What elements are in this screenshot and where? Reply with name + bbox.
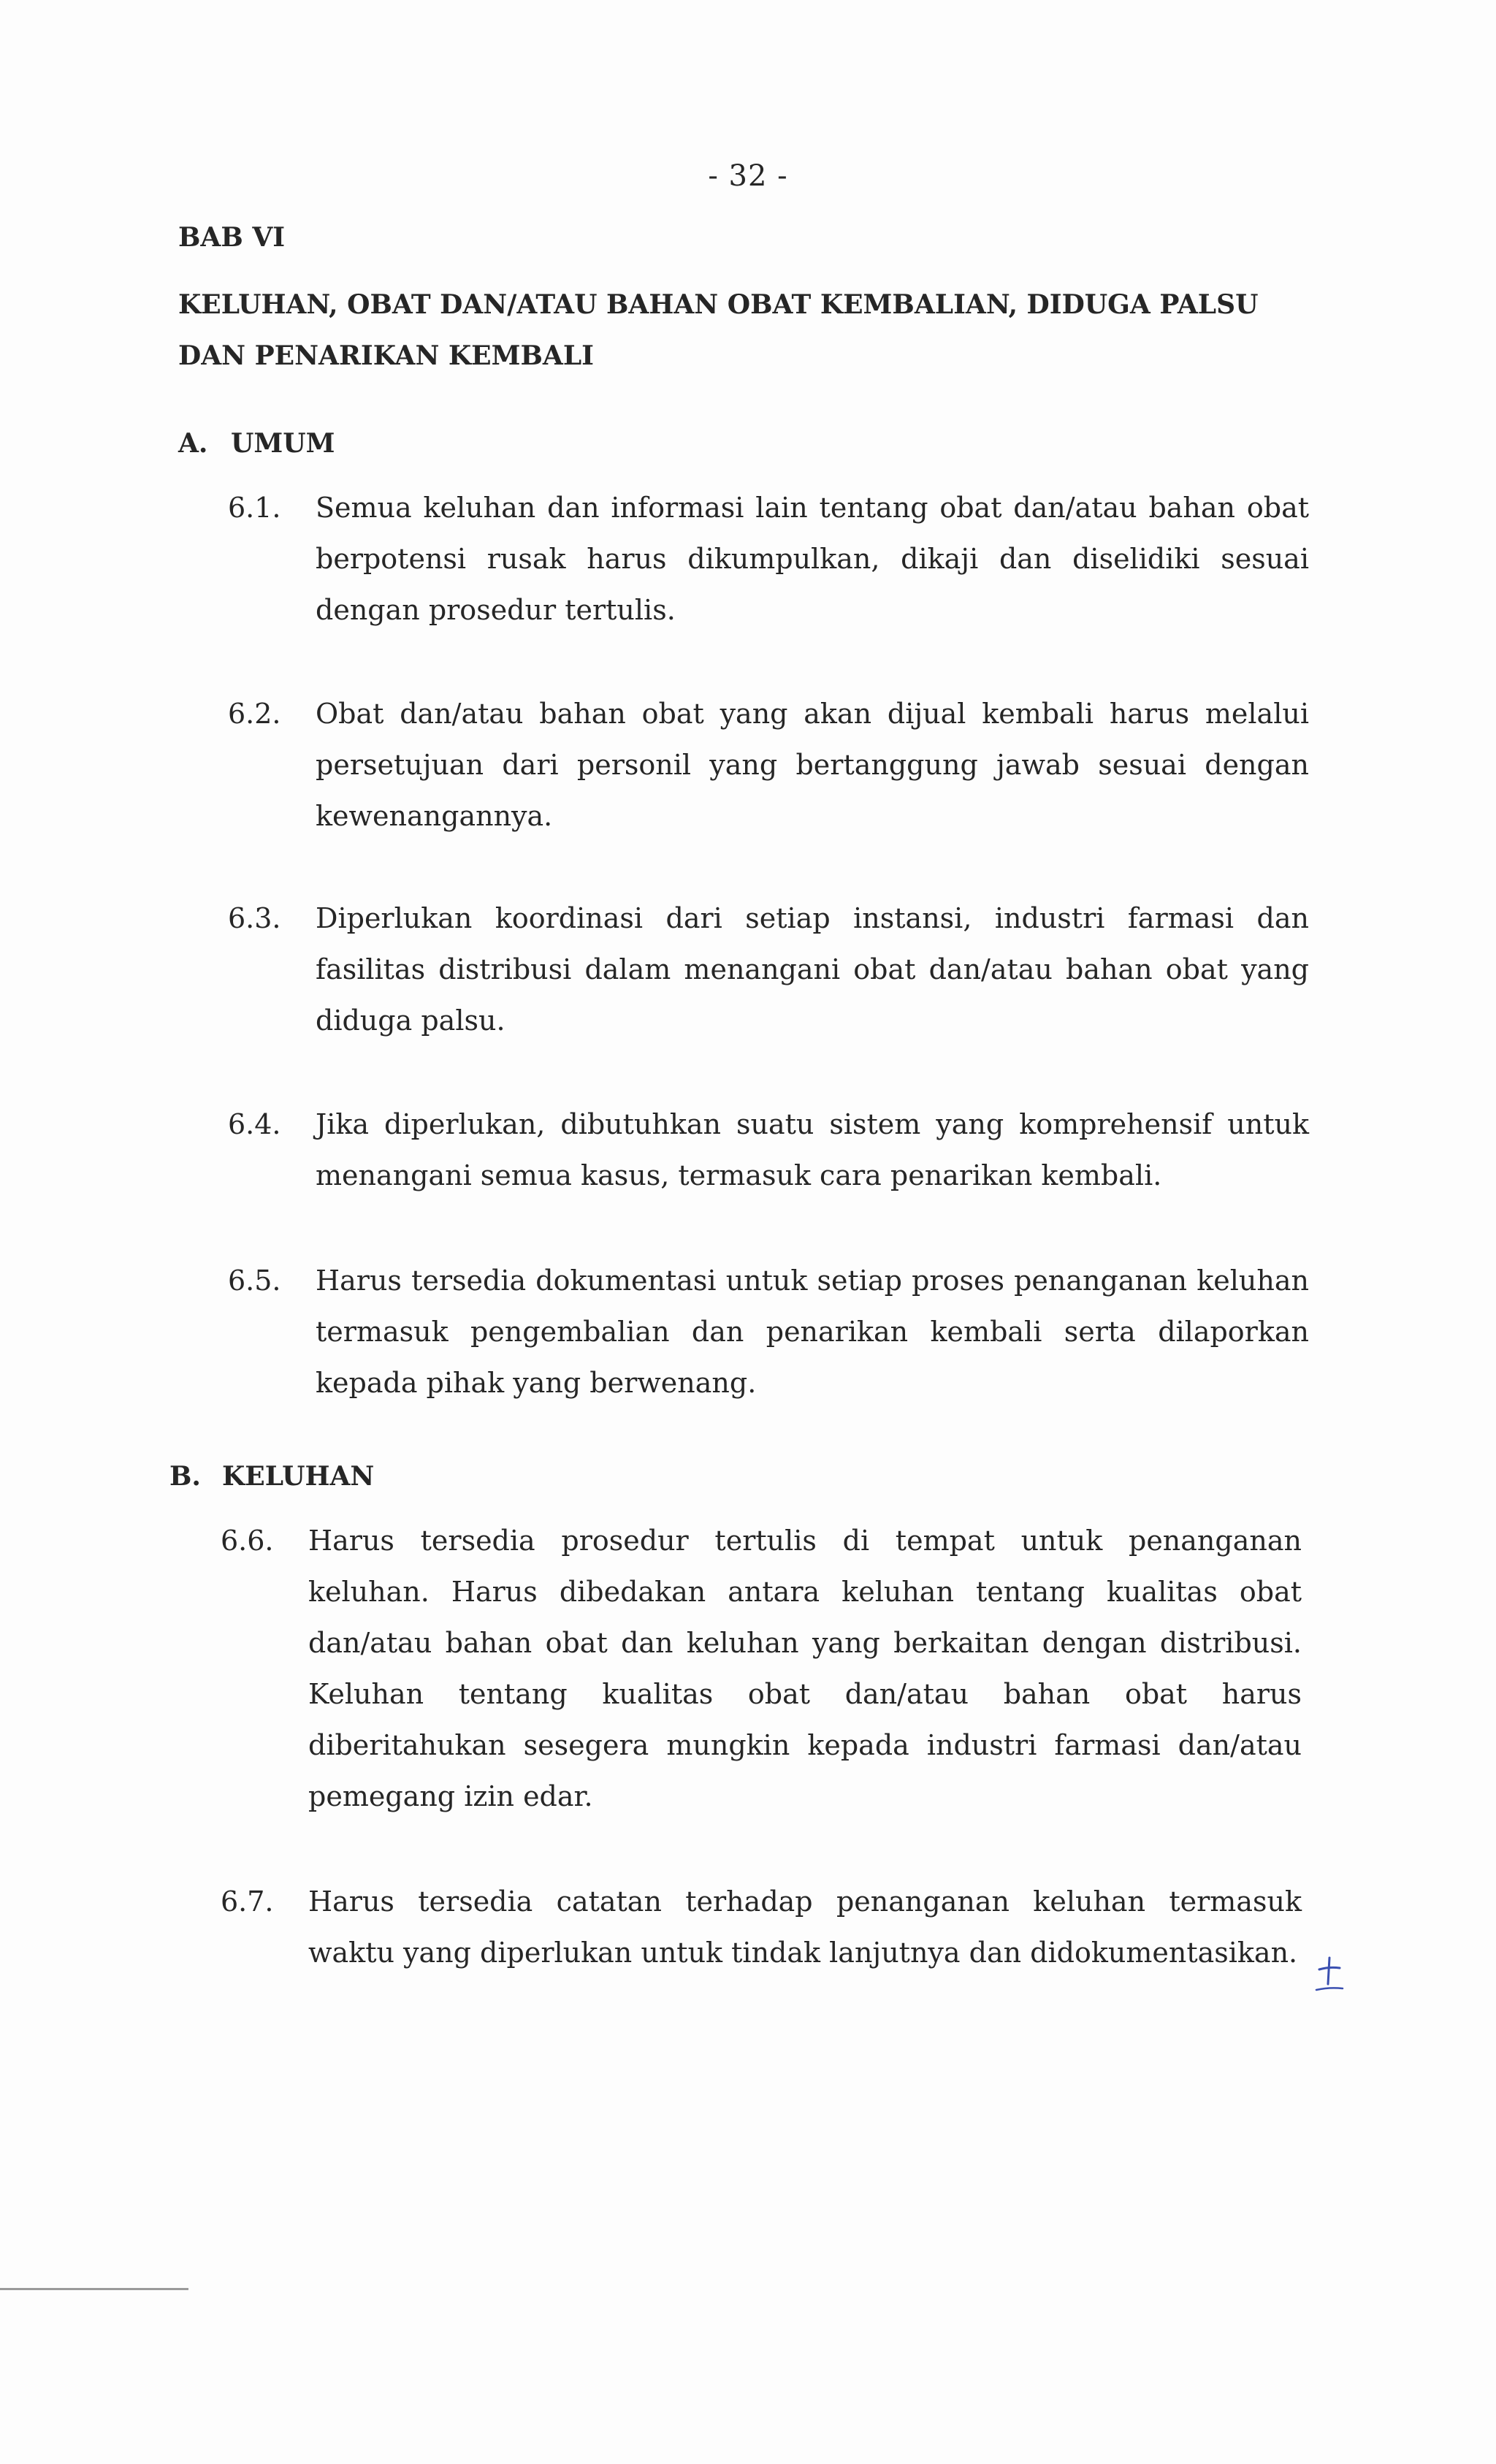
handwritten-initial-icon	[1308, 1952, 1351, 1996]
paragraph-text: Harus tersedia prosedur tertulis di tempat untuk penanganan keluhan. Harus dibedakan antara keluhan tentang kualitas obat dan/atau bahan obat dan keluhan yang berkaitan dengan distribusi. Keluhan tentang kualitas obat dan/atau bahan obat harus diberitahukan sesegera mungkin kepada industri farmasi dan/atau pemegang izin edar.	[308, 1525, 1302, 1812]
paragraph-text: Harus tersedia catatan terhadap penanganan keluhan termasuk waktu yang diperlukan untuk tindak lanjutnya dan didokumentasikan.	[308, 1885, 1302, 1969]
chapter-title: KELUHAN, OBAT DAN/ATAU BAHAN OBAT KEMBALIAN, DIDUGA PALSU DAN PENARIKAN KEMBALI	[178, 289, 1259, 371]
section-letter: B.	[169, 1461, 201, 1492]
paragraph-number: 6.3.	[228, 902, 281, 934]
paragraph-number: 6.5.	[228, 1265, 281, 1297]
paragraph-number: 6.1.	[228, 492, 281, 524]
paragraph-number: 6.7.	[221, 1885, 274, 1918]
paragraph-text: Diperlukan koordinasi dari setiap instansi, industri farmasi dan fasilitas distribusi dalam menangani obat dan/atau bahan obat yang diduga palsu.	[316, 902, 1309, 1037]
paragraph-6-5	[228, 1255, 1309, 1408]
paragraph-text: Semua keluhan dan informasi lain tentang obat dan/atau bahan obat berpotensi rusak harus dikumpulkan, dikaji dan diselidiki sesuai dengan prosedur tertulis.	[316, 492, 1309, 626]
paragraph-6-2	[228, 688, 1309, 842]
paragraph-6-3	[228, 893, 1309, 1046]
paragraph-text: Jika diperlukan, dibutuhkan suatu sistem yang komprehensif untuk menangani semua kasus, termasuk cara penarikan kembali.	[316, 1108, 1309, 1191]
paragraph-text: Obat dan/atau bahan obat yang akan dijual kembali harus melalui persetujuan dari personil yang bertanggung jawab sesuai dengan kewenangannya.	[316, 698, 1309, 832]
paragraph-6-7	[221, 1876, 1302, 1978]
paragraph-number: 6.4.	[228, 1108, 281, 1140]
page-number: - 32 -	[708, 159, 788, 193]
section-title: UMUM	[231, 428, 335, 459]
paragraph-6-1	[228, 482, 1309, 636]
paragraph-6-4	[228, 1099, 1309, 1201]
section-letter: A.	[178, 428, 208, 459]
section-heading-keluhan	[169, 1461, 374, 1492]
section-heading-umum	[178, 428, 335, 459]
section-title: KELUHAN	[222, 1461, 375, 1492]
paragraph-number: 6.2.	[228, 698, 281, 730]
paragraph-6-6	[221, 1515, 1302, 1822]
paragraph-text: Harus tersedia dokumentasi untuk setiap proses penanganan keluhan termasuk pengembalian dan penarikan kembali serta dilaporkan kepada pihak yang berwenang.	[316, 1265, 1309, 1399]
chapter-label: BAB VI	[178, 222, 286, 253]
bottom-divider	[0, 2288, 188, 2290]
paragraph-number: 6.6.	[221, 1525, 274, 1557]
